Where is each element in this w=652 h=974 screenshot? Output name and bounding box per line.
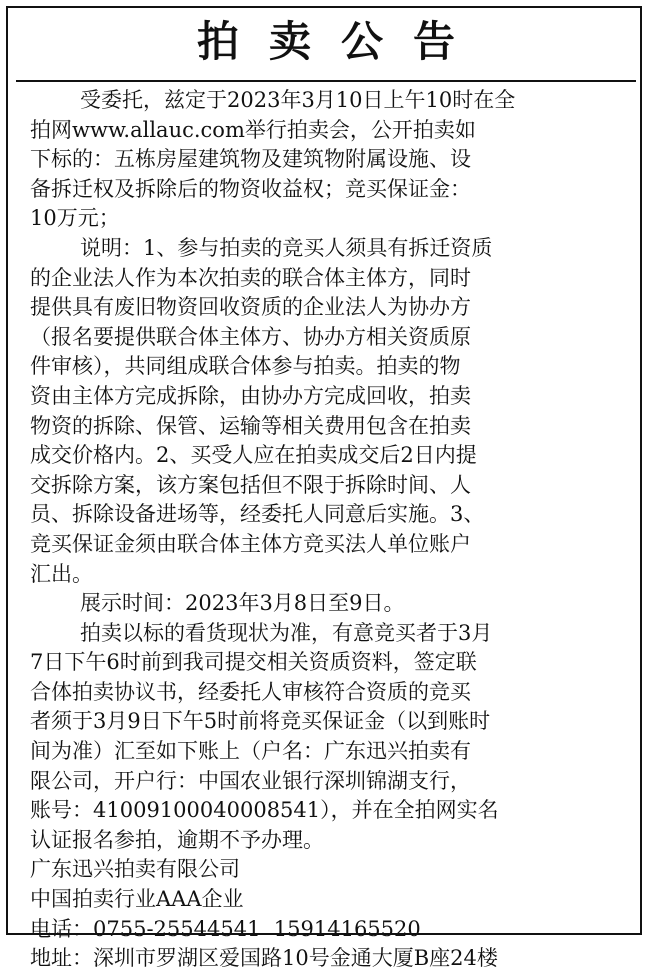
- signature-block: [30, 855, 636, 973]
- text-line: 汇出。: [30, 561, 93, 586]
- text-line: 成交价格内。2、买受人应在拍卖成交后2日内提: [30, 443, 477, 468]
- notice-body: [30, 86, 636, 974]
- text-line: 者须于3月9日下午5时前将竞买保证金（以到账时: [30, 709, 491, 734]
- text-line: 间为准）汇至如下账上（户名：广东迅兴拍卖有: [30, 739, 471, 764]
- text-line: 受委托，兹定于2023年3月10日上午10时在全: [80, 88, 516, 112]
- text-line: 员、拆除设备进场等，经委托人同意后实施。3、: [30, 502, 485, 527]
- paragraph-auction-intro: [30, 86, 636, 234]
- text-line: 备拆迁权及拆除后的物资收益权；竞买保证金：: [30, 176, 471, 201]
- notice-title: 拍卖公告: [196, 17, 485, 66]
- text-line: 7日下午6时前到我司提交相关资质资料，签定联: [30, 650, 477, 675]
- text-line: （报名要提供联合体主体方、协办方相关资质原: [30, 324, 471, 349]
- text-line: 展示时间：2023年3月8日至9日。: [80, 591, 405, 616]
- text-line: 合体拍卖协议书，经委托人审核符合资质的竞买: [30, 679, 471, 704]
- text-line: 限公司，开户行：中国农业银行深圳锦湖支行，: [30, 768, 471, 793]
- text-line: 拍网www.allauc.com举行拍卖会，公开拍卖如: [30, 117, 476, 142]
- text-line: 交拆除方案，该方案包括但不限于拆除时间、人: [30, 472, 471, 497]
- text-line: 竞买保证金须由联合体主体方竞买法人单位账户: [30, 531, 471, 556]
- contact-phone: 电话：0755-25544541 15914165520: [30, 916, 421, 941]
- contact-address: 地址：深圳市罗湖区爱国路10号金通大厦B座24楼: [30, 946, 498, 971]
- text-line: 拍卖以标的看货现状为准，有意竞买者于3月: [80, 620, 493, 645]
- text-line: 件审核），共同组成联合体参与拍卖。拍卖的物: [30, 354, 461, 379]
- text-line: 说明：1、参与拍卖的竞买人须具有拆迁资质: [80, 235, 493, 260]
- text-line: 资由主体方完成拆除，由协办方完成回收，拍卖: [30, 383, 471, 408]
- text-line: 物资的拆除、保管、运输等相关费用包含在拍卖: [30, 413, 471, 438]
- title-divider: [16, 80, 636, 82]
- text-line: 认证报名参拍，逾期不予办理。: [30, 827, 324, 852]
- text-line: 下标的：五栋房屋建筑物及建筑物附属设施、设: [30, 147, 471, 172]
- company-rating: 中国拍卖行业AAA企业: [30, 887, 244, 912]
- text-line: 提供具有废旧物资回收资质的企业法人为协办方: [30, 295, 471, 320]
- text-line: 的企业法人作为本次拍卖的联合体主体方，同时: [30, 265, 471, 290]
- text-line: 账号：41009100040008541），并在全拍网实名: [30, 798, 499, 823]
- text-line: 10万元；: [30, 206, 120, 231]
- paragraph-instructions: [30, 234, 636, 589]
- company-name: 广东迅兴拍卖有限公司: [30, 857, 240, 882]
- paragraph-display-time: [30, 589, 636, 619]
- paragraph-registration: [30, 619, 636, 856]
